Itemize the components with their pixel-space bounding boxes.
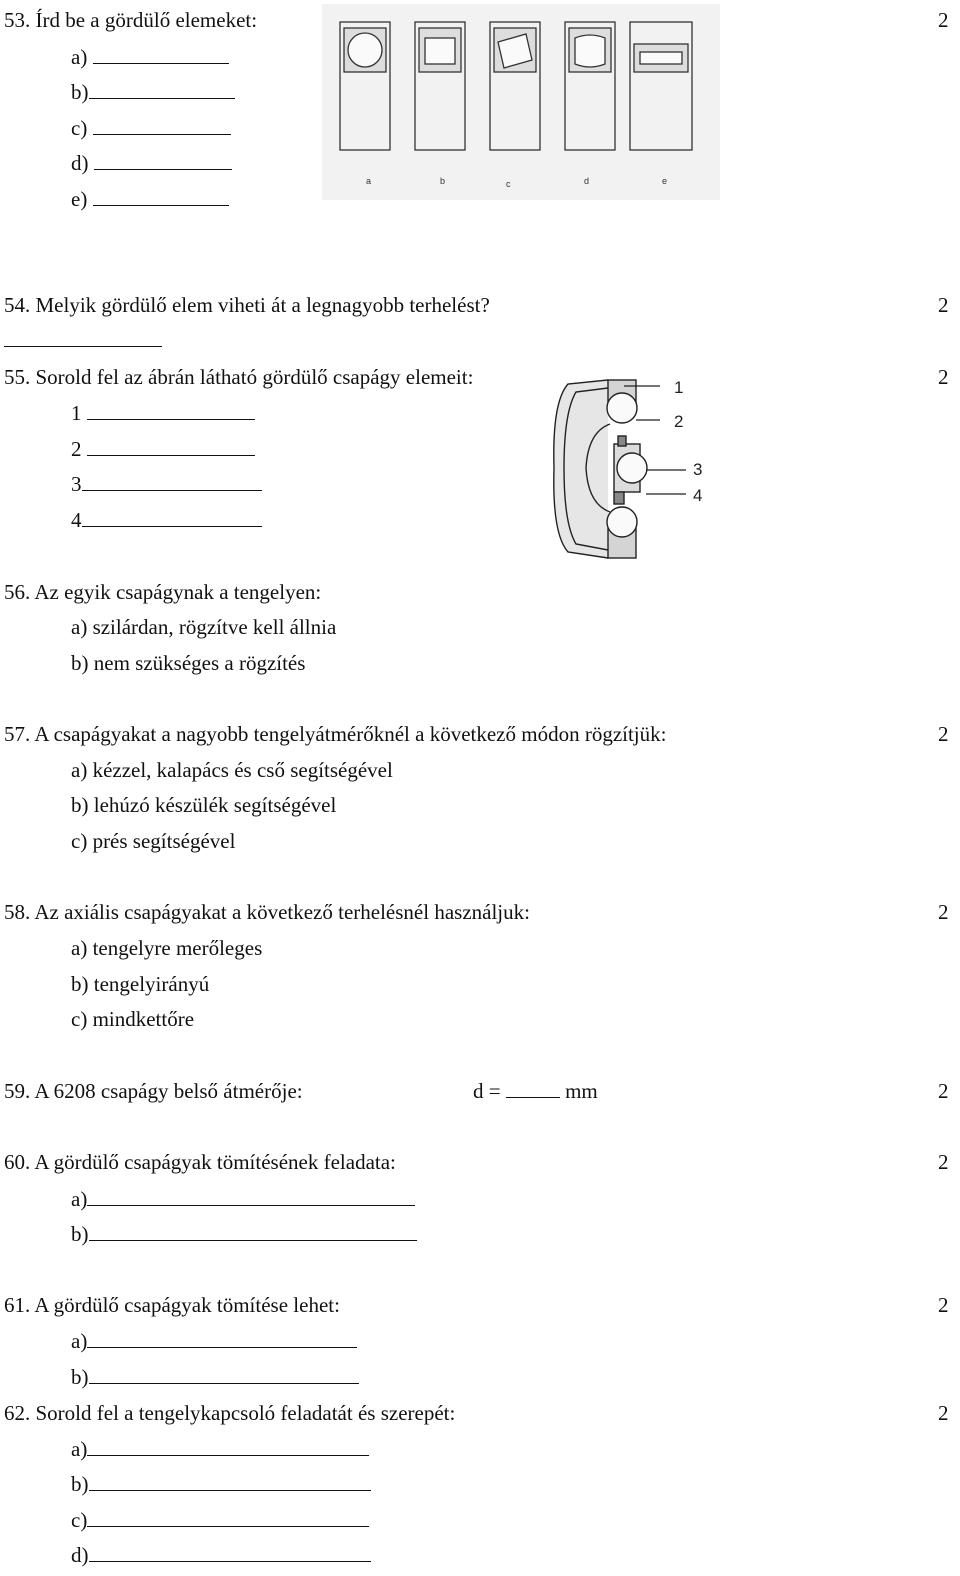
question-59-title: 59. A 6208 csapágy belső átmérője:	[4, 1079, 303, 1103]
question-53-points: 2	[938, 8, 949, 32]
question-60-points: 2	[938, 1150, 949, 1174]
answer-59-diameter[interactable]: d = mm	[473, 1079, 598, 1103]
question-58-title: 58. Az axiális csapágyakat a következő terhelésnél használjuk:	[4, 900, 530, 924]
answer-61-a[interactable]: a)	[71, 1329, 357, 1353]
question-56-title: 56. Az egyik csapágynak a tengelyen:	[4, 580, 322, 604]
option-57-b[interactable]: b) lehúzó készülék segítségével	[71, 793, 337, 817]
question-61-points: 2	[938, 1293, 949, 1317]
answer-53-c[interactable]: c)	[71, 116, 231, 140]
answer-60-a[interactable]: a)	[71, 1187, 415, 1211]
figure-label-a: a	[366, 176, 372, 186]
answer-62-d[interactable]: d)	[71, 1543, 371, 1567]
rolling-elements-figure	[322, 4, 720, 200]
answer-62-b[interactable]: b)	[71, 1472, 371, 1496]
question-58-points: 2	[938, 900, 949, 924]
question-61-title: 61. A gördülő csapágyak tömítése lehet:	[4, 1293, 340, 1317]
question-54-title: 54. Melyik gördülő elem viheti át a legnagyobb terhelést?	[4, 293, 490, 317]
figure-label-b: b	[440, 176, 446, 186]
question-57-points: 2	[938, 722, 949, 746]
figure-label-d: d	[584, 176, 590, 186]
answer-53-e[interactable]: e)	[71, 187, 229, 211]
option-56-a[interactable]: a) szilárdan, rögzítve kell állnia	[71, 615, 337, 639]
question-59-points: 2	[938, 1079, 949, 1103]
answer-55-1[interactable]: 1	[71, 401, 255, 425]
answer-53-d[interactable]: d)	[71, 151, 232, 175]
question-54-points: 2	[938, 293, 949, 317]
option-58-c[interactable]: c) mindkettőre	[71, 1007, 195, 1031]
figure-label-3: 3	[693, 460, 703, 479]
option-57-a[interactable]: a) kézzel, kalapács és cső segítségével	[71, 758, 393, 782]
question-62-title: 62. Sorold fel a tengelykapcsoló feladatát és szerepét:	[4, 1401, 456, 1425]
option-58-a[interactable]: a) tengelyre merőleges	[71, 936, 263, 960]
question-55-title: 55. Sorold fel az ábrán látható gördülő csapágy elemeit:	[4, 365, 474, 389]
figure-label-c: c	[506, 179, 511, 189]
answer-60-b[interactable]: b)	[71, 1222, 417, 1246]
figure-label-e: e	[662, 176, 668, 186]
answer-53-b[interactable]: b)	[71, 80, 235, 104]
option-57-c[interactable]: c) prés segítségével	[71, 829, 236, 853]
answer-62-a[interactable]: a)	[71, 1437, 369, 1461]
question-57-title: 57. A csapágyakat a nagyobb tengelyátmérőknél a következő módon rögzítjük:	[4, 722, 667, 746]
answer-54-blank[interactable]	[4, 328, 162, 352]
answer-55-4[interactable]: 4	[71, 508, 262, 532]
figure-label-2: 2	[674, 412, 684, 431]
question-62-points: 2	[938, 1401, 949, 1425]
answer-62-c[interactable]: c)	[71, 1508, 369, 1532]
answer-55-2[interactable]: 2	[71, 437, 255, 461]
option-56-b[interactable]: b) nem szükséges a rögzítés	[71, 651, 306, 675]
question-53-title: 53. Írd be a gördülő elemeket:	[4, 8, 258, 32]
question-60-title: 60. A gördülő csapágyak tömítésének feladata:	[4, 1150, 396, 1174]
option-58-b[interactable]: b) tengelyirányú	[71, 972, 210, 996]
answer-53-a[interactable]: a)	[71, 45, 229, 69]
figure-label-1: 1	[674, 378, 684, 397]
figure-label-4: 4	[693, 486, 703, 505]
answer-61-b[interactable]: b)	[71, 1365, 359, 1389]
answer-55-3[interactable]: 3	[71, 472, 262, 496]
question-55-points: 2	[938, 365, 949, 389]
bearing-section-figure	[548, 372, 718, 564]
